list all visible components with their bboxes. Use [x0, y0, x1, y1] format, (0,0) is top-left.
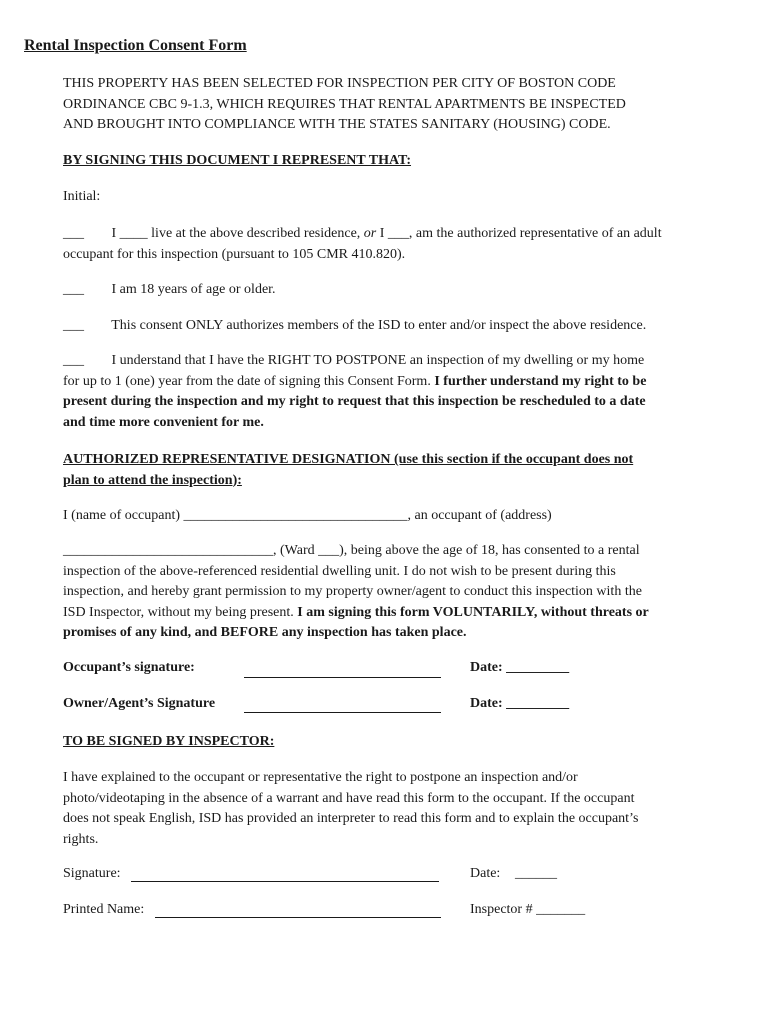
para-line: does not speak English, ISD has provided an interpreter to read this form and to explain the occupant’s	[63, 811, 639, 827]
occupant-signature-label: Occupant’s signature:	[63, 660, 195, 675]
inspector-signature-field[interactable]	[131, 869, 439, 882]
para-line-bold: promises of any kind, and BEFORE any inspection has taken place.	[63, 625, 467, 641]
item-text: I am 18 years of age or older.	[111, 282, 276, 297]
para-line: I have explained to the occupant or representative the right to postpone an inspection and/or	[63, 770, 578, 785]
intro-line: ORDINANCE CBC 9-1.3, WHICH REQUIRES THAT RENTAL APARTMENTS BE INSPECTED	[63, 96, 626, 112]
owner-signature-field[interactable]	[244, 700, 441, 713]
owner-date-field[interactable]: Date: _________	[470, 696, 570, 711]
inspector-date-field[interactable]: ______	[515, 866, 557, 881]
intro-paragraph	[63, 74, 708, 136]
inspector-heading: TO BE SIGNED BY INSPECTOR:	[63, 734, 275, 749]
heading-line: plan to attend the inspection):	[63, 472, 242, 488]
address-paragraph	[63, 541, 708, 644]
occupant-date-field[interactable]: Date: _________	[470, 660, 570, 675]
initial-blank[interactable]: ___	[63, 226, 84, 241]
para-line: rights.	[63, 831, 99, 847]
representation-item-residence	[63, 224, 708, 265]
item-text-line2: occupant for this inspection (pursuant to 105 CMR 410.820).	[63, 246, 406, 262]
representation-item-postpone	[63, 351, 708, 433]
item-text-bold: I further understand my right to be	[434, 373, 647, 389]
authorized-representative-heading	[63, 450, 708, 491]
item-text-bold: present during the inspection and my right to request that this inspection be rescheduled to a date	[63, 394, 646, 410]
item-text: This consent ONLY authorizes members of the ISD to enter and/or inspect the above residence.	[111, 318, 647, 333]
para-line: inspection of the above-referenced residential dwelling unit. I do not wish to be present during this	[63, 563, 616, 579]
address-line[interactable]: ______________________________, (Ward ___), being above the age of 18, has consented to a rental	[63, 543, 640, 558]
intro-line: THIS PROPERTY HAS BEEN SELECTED FOR INSPECTION PER CITY OF BOSTON CODE	[63, 76, 616, 91]
inspector-paragraph	[63, 768, 708, 850]
item-text: I ___, am the authorized representative of an adult	[379, 226, 662, 241]
representation-item-consent-scope	[63, 316, 708, 337]
inspector-signature-label: Signature:	[63, 866, 121, 881]
form-title: Rental Inspection Consent Form	[24, 37, 247, 54]
item-text-bold: and time more convenient for me.	[63, 414, 264, 430]
initial-blank[interactable]: ___	[63, 353, 84, 368]
item-text: I understand that I have the RIGHT TO POSTPONE an inspection of my dwelling or my home	[111, 353, 645, 368]
occupant-name-line[interactable]: I (name of occupant) ________________________________, an occupant of (address)	[63, 508, 552, 523]
intro-line: AND BROUGHT INTO COMPLIANCE WITH THE STATES SANITARY (HOUSING) CODE.	[63, 117, 611, 133]
initial-label: Initial:	[63, 189, 101, 204]
occupant-signature-field[interactable]	[244, 665, 441, 678]
printed-name-field[interactable]	[155, 905, 441, 918]
represent-heading: BY SIGNING THIS DOCUMENT I REPRESENT THAT:	[63, 153, 412, 168]
item-text: I ____ live at the above described residence,	[111, 226, 361, 241]
para-line: inspection, and hereby grant permission to my property owner/agent to conduct this inspection with the	[63, 584, 642, 600]
printed-name-label: Printed Name:	[63, 902, 145, 917]
inspector-date-label: Date:	[470, 866, 501, 881]
heading-line: AUTHORIZED REPRESENTATIVE DESIGNATION (use this section if the occupant does not	[63, 452, 634, 467]
initial-blank[interactable]: ___	[63, 318, 84, 333]
initial-blank[interactable]: ___	[63, 282, 84, 297]
representation-item-age	[63, 280, 708, 301]
para-line-bold: I am signing this form VOLUNTARILY, without threats or	[297, 604, 649, 620]
inspector-number-field[interactable]: Inspector # _______	[470, 902, 586, 917]
para-line: photo/videotaping in the absence of a warrant and have read this form to the occupant. If the occupant	[63, 790, 635, 806]
owner-signature-label: Owner/Agent’s Signature	[63, 696, 216, 711]
para-line: ISD Inspector, without my being present.	[63, 604, 294, 620]
item-or: or	[363, 226, 377, 241]
item-text: for up to 1 (one) year from the date of signing this Consent Form.	[63, 373, 431, 389]
